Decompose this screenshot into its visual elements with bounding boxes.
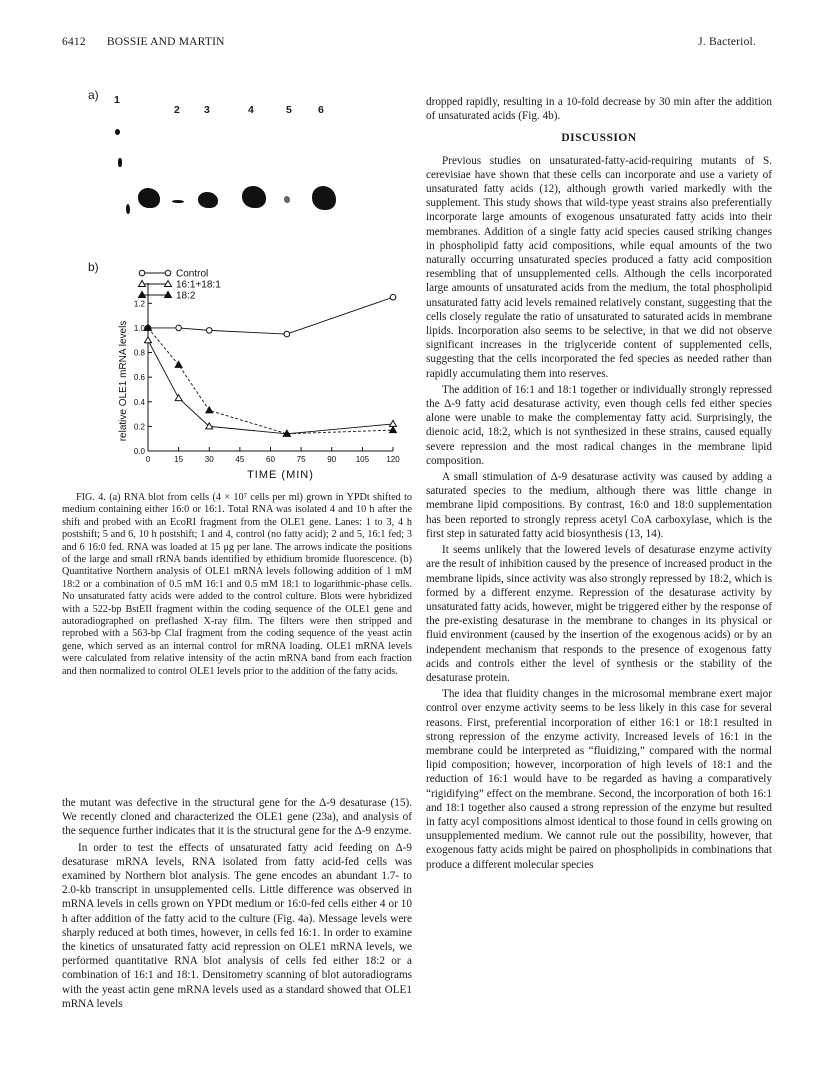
blot-band-lane-1 — [126, 204, 130, 214]
rna-blot-panel — [108, 88, 358, 238]
blot-band-lane-1b — [138, 188, 160, 208]
lane-number: 2 — [174, 104, 180, 116]
x-tick-label: 30 — [204, 455, 214, 464]
legend-marker — [165, 281, 172, 287]
rrna-arrow-small — [118, 158, 122, 167]
x-tick-label: 0 — [145, 455, 151, 464]
y-tick-label: 1.0 — [133, 323, 145, 333]
data-point-series-2 — [206, 407, 213, 413]
data-point-series-2 — [390, 427, 397, 433]
y-tick-label: 0.4 — [133, 397, 145, 407]
rrna-arrow-large — [115, 129, 120, 135]
legend-marker — [139, 270, 145, 276]
series-line-2 — [148, 328, 393, 434]
right-column — [426, 95, 772, 874]
ole1-mrna-chart — [88, 251, 418, 483]
y-axis-label: relative OLE1 mRNA levels — [118, 320, 129, 442]
y-tick-label: 0.6 — [133, 373, 145, 383]
paragraph: The addition of 16:1 and 18:1 together or individually strongly repressed the Δ-9 fatty acid desaturase activity, even though cells fed either species alone were unable to make the complementay fatty acid. Surprisingly, the dienoic acid, 18:2, which is not synthesized in these strains, caused equally severe repression and the most radical changes in the membrane lipid composition. — [426, 383, 772, 467]
paragraph: The idea that fluidity changes in the microsomal membrane exert major control over enzyme activity seems to be less likely in this case for several reasons. First, preferential incorporation of either 16:1 or 18:1 resulted in strong repression of the enzyme activity. Increased levels of 16:1 in the membrane could be interpreted as “fluidizing,” compared with the normal lipid composition; however, incorporation of high levels of 18:1 and the reduction of 16:1 would have to be regarded as having a comparatively “rigidifying” effect on the membrane. Second, the incorporation of both 16:1 and 18:1 together also caused a strong repression of the enzyme but resulted in fatty acyl compositions almost identical to those found in cells growing on unsupplemented medium. We cannot rule out the possibility, however, that exogenous fatty acids might be paired on phospholipids in combinations that produce a different molecular species — [426, 688, 772, 871]
data-point-series-0 — [284, 331, 290, 337]
lane-number: 4 — [248, 104, 254, 116]
x-tick-label: 60 — [266, 455, 275, 464]
paragraph: In order to test the effects of unsaturated fatty acid feeding on Δ-9 desaturase mRNA levels, RNA isolated from fatty acid-fed cells was examined by Northern blot analysis. The gene encodes an abundant 1.7- to 2.0-kb transcript in unsupplemented cells. Little difference was observed in mRNA levels in cells grown on YPDt medium or 16:0-fed cells either 4 or 10 h after addition of the fatty acid to the culture (Fig. 4a). Message levels were sharply reduced at both times, however, in cells fed 16:1. In order to examine the kinetics of unsaturated fatty acid repression on OLE1 mRNA levels, we performed quantitative RNA blot analysis of cells fed either 18:2 or a combination of 16:1 and 18:1. Densitometry scanning of blot autoradiograms with the yeast actin gene mRNA levels used as a standard showed that OLE1 mRNA levels — [62, 841, 412, 1010]
x-tick-label: 15 — [174, 455, 184, 464]
section-heading-discussion: DISCUSSION — [561, 132, 637, 145]
legend-label: 18:2 — [176, 290, 196, 302]
blot-band-lane-6 — [312, 186, 336, 210]
x-tick-label: 75 — [296, 455, 306, 464]
paragraph: dropped rapidly, resulting in a 10-fold decrease by 30 min after the addition of unsaturated acids (Fig. 4b). — [426, 96, 772, 123]
x-tick-label: 45 — [235, 455, 245, 464]
left-column — [62, 796, 412, 1013]
x-tick-label: 120 — [386, 455, 400, 464]
panel-b-label: b) — [88, 260, 99, 274]
running-header-left — [62, 36, 225, 48]
blot-band-lane-4 — [242, 186, 266, 208]
figure-caption-text: FIG. 4. (a) RNA blot from cells (4 × 10⁷ cells per ml) grown in YPDt shifted to medium containing either 16:0 or 16:1. Total RNA was isolated 4 and 10 h after the shift and probed with an EcoRI fragment from the OLE1 gene. Lanes: 1 to 3, 4 h postshift; 5 and 6, 10 h postshift; 1 and 4, control (no fatty acid); 2 and 5, 16:1 fed; 3 and 6 16:0 fed. RNA was loaded at 15 μg per lane. The arrows indicate the positions of the large and small rRNA bands identified by ethidium bromide fluorescence. (b) Quantitative Northern analysis of OLE1 mRNA levels following addition of 1 mM 18:2 or a combination of 0.5 mM 16:1 and 0.5 mM 18:1 to logarithmic-phase cells. No unsaturated fatty acids were added to the control culture. Blots were hybridized with a 522-bp BstEII fragment within the coding sequence of the OLE1 gene and autoradiographed on preflashed X-ray film. The filters were then stripped and reprobed with a 563-bp ClaI fragment from the coding sequence of the yeast actin gene, which served as an internal control for mRNA loading. OLE1 mRNA levels were calculated from relative intensity of the actin mRNA band from each fraction and then normalized to control OLE1 levels prior to the addition of the fatty acids. — [62, 492, 412, 677]
data-point-series-0 — [390, 294, 396, 300]
x-axis-label: TIME (MIN) — [247, 469, 314, 481]
y-tick-label: 0.8 — [133, 348, 145, 358]
paragraph: Previous studies on unsaturated-fatty-acid-requiring mutants of S. cerevisiae have shown that these cells can incorporate and use a variety of unsaturated fatty acids (12), although growth varied markedly with the supplement. This study shows that wild-type yeast strains also preferentially incorporate large amounts of exogenous unsaturated fatty acids into their membranes. Addition of a single fatty acid species caused striking changes in phospholipid fatty acid compositions, while equal amounts of the two naturally occurring unsaturated species produced a fatty acid composition resembling that of unsupplemented cells. Although the cells incorporated large amounts of unsaturated acids from the medium, the total phospholipid unsaturated fatty acid levels remained relatively constant, suggesting that the cells closely regulate the ratio of unsaturated to saturated acids in membrane lipids. Incorporation also seems to be selective, in that we did not observe significant increases in the triglyceride content of supplemented cells, suggesting that the cells incorporated the fed species as needed rather than rapidly accumulating them into reserves. — [426, 154, 772, 380]
series-line-0 — [148, 297, 393, 334]
y-tick-label: 1.2 — [133, 299, 145, 309]
legend-marker — [139, 292, 146, 298]
paragraph: It seems unlikely that the lowered levels of desaturase enzyme activity are the result of inhibition caused by the presence of increased product in the membrane lipids, since activity was also strongly repressed by 18:2, which is formed by a different enzyme. Repression of the desaturase activity by unsaturated fatty acids, however, might be triggered either by the response of the pre-existing desaturase in the membrane to changes in its physical or fluid environment (caused by the insertion of the exogenous acids) or by an independent mechanism that responds to the presence of exogenous fatty acids and controls either the level of synthesis or the stability of the desaturase protein. — [426, 544, 772, 684]
legend-label: 16:1+18:1 — [176, 279, 221, 291]
legend-marker — [165, 292, 172, 298]
data-point-series-0 — [206, 328, 212, 334]
figure-4 — [88, 88, 418, 483]
page-number: 6412 — [62, 36, 86, 48]
x-tick-label: 90 — [327, 455, 337, 464]
lane-number: 1 — [114, 94, 120, 106]
data-point-series-1 — [390, 420, 397, 426]
running-header-journal: J. Bacteriol. — [698, 36, 756, 48]
data-point-series-0 — [176, 325, 182, 331]
legend-label: Control — [176, 268, 209, 280]
blot-band-lane-5 — [284, 196, 290, 203]
running-header-authors: BOSSIE AND MARTIN — [106, 36, 225, 48]
data-point-series-1 — [145, 337, 152, 343]
y-tick-label: 0.2 — [133, 422, 145, 432]
legend-marker — [139, 281, 146, 287]
lane-number: 3 — [204, 104, 210, 116]
paragraph: A small stimulation of Δ-9 desaturase activity was caused by adding a saturated species to the medium, although there was little change in membrane lipid compositions. By contrast, 16:0 and 18:0 supplementation has been reported to strongly repress acetyl CoA carboxylase, which is the first step in saturated fatty acid biosynthesis (13, 14). — [426, 471, 772, 540]
y-tick-label: 0.0 — [133, 447, 145, 456]
x-tick-label: 105 — [355, 455, 370, 464]
figure-caption — [62, 492, 412, 678]
lane-number: 6 — [318, 104, 324, 116]
lane-number: 5 — [286, 104, 292, 116]
paragraph: the mutant was defective in the structural gene for the Δ-9 desaturase (15). We recently cloned and characterized the OLE1 gene (23a), and analysis of the sequence further indicates that it is the structural gene for the Δ-9 enzyme. — [62, 797, 412, 838]
panel-a-label: a) — [88, 88, 99, 102]
blot-band-lane-3 — [198, 192, 218, 208]
data-point-series-2 — [175, 361, 182, 367]
legend-marker — [165, 270, 171, 276]
series-line-1 — [148, 340, 393, 434]
data-point-series-1 — [175, 395, 182, 401]
blot-band-lane-2 — [172, 200, 184, 203]
